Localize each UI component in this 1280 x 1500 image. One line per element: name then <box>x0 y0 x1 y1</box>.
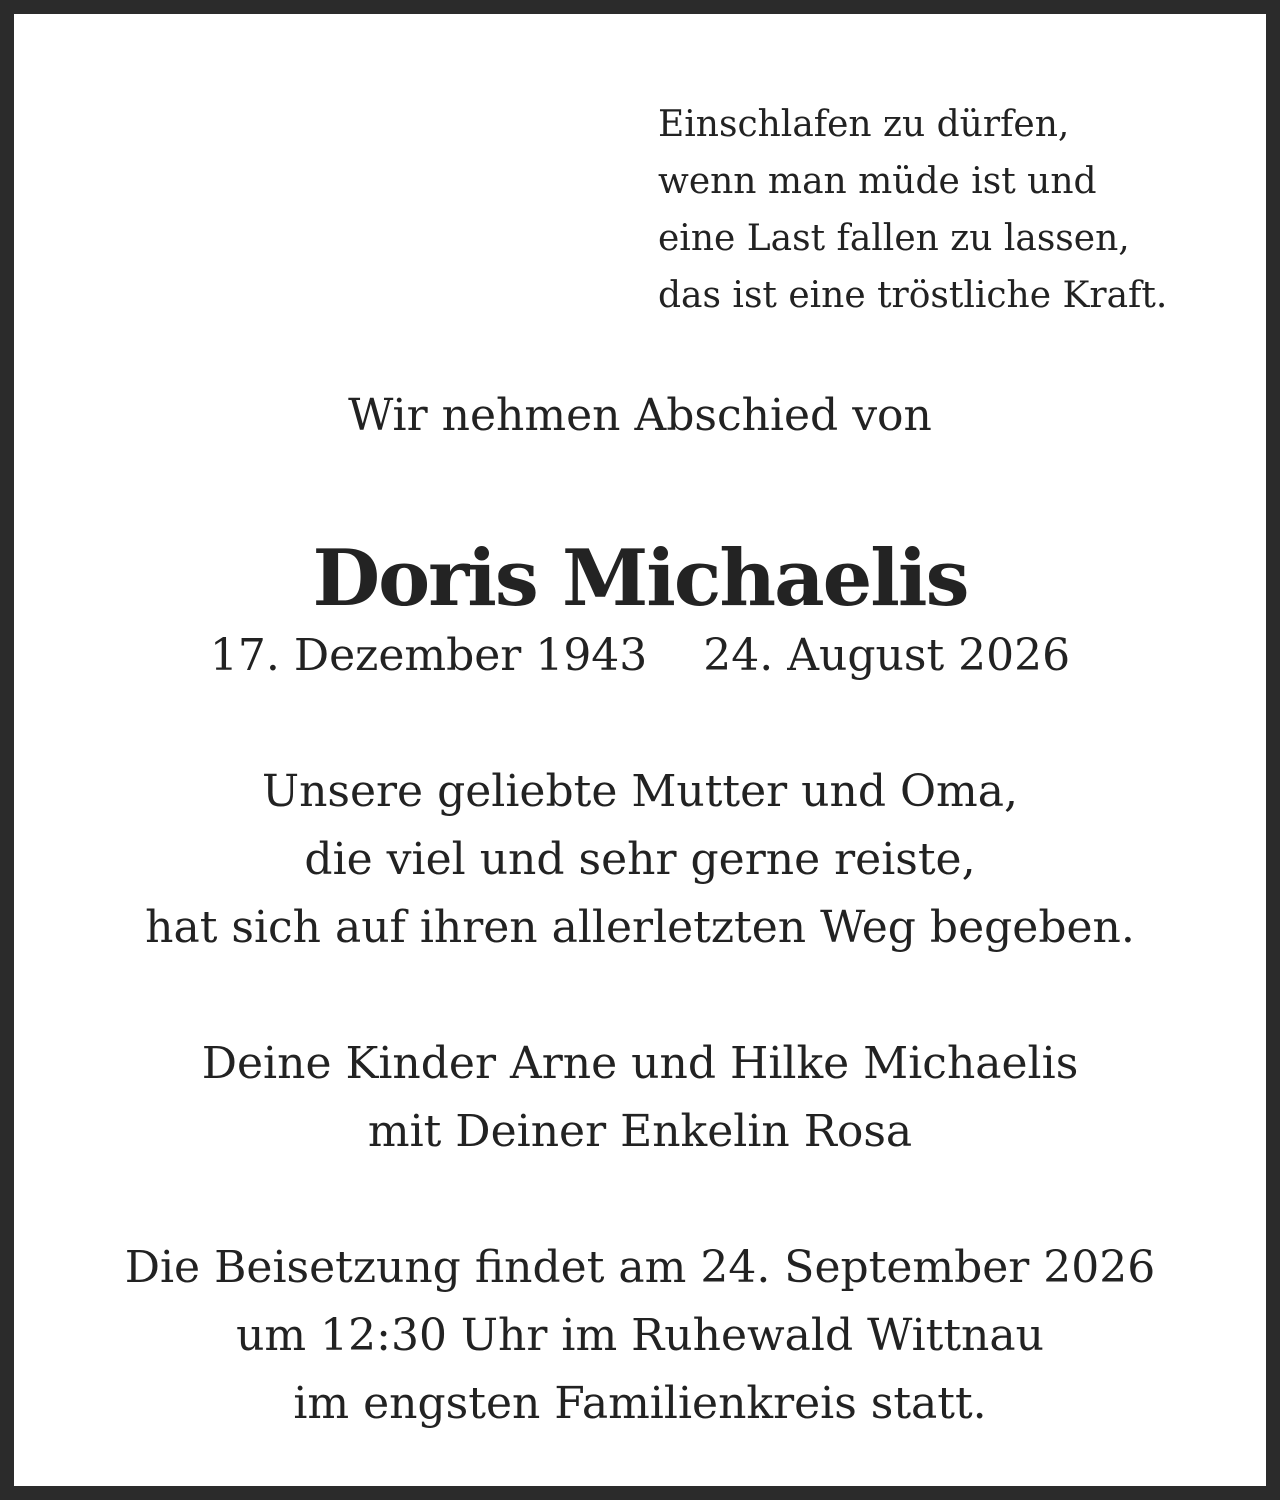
tribute-text <box>14 758 1266 962</box>
funeral-line: im engsten Familienkreis statt. <box>293 1378 987 1429</box>
family-signature <box>14 1030 1266 1166</box>
tribute-line: die viel und sehr gerne reiste, <box>304 834 976 885</box>
tribute-line: Unsere geliebte Mutter und Oma, <box>261 766 1018 817</box>
life-dates <box>14 626 1266 686</box>
quote-line: Einschlafen zu dürfen, <box>658 104 1070 145</box>
family-line: mit Deiner Enkelin Rosa <box>367 1106 913 1157</box>
funeral-line: Die Beisetzung findet am 24. September 2026 <box>124 1242 1156 1293</box>
tribute-line: hat sich auf ihren allerletzten Weg begeben. <box>145 902 1135 953</box>
quote-line: das ist eine tröstliche Kraft. <box>658 275 1168 316</box>
intro-text: Wir nehmen Abschied von <box>348 390 932 441</box>
quote-line: eine Last fallen zu lassen, <box>658 218 1130 259</box>
obituary-card <box>14 14 1266 1486</box>
quote-line: wenn man müde ist und <box>658 161 1097 202</box>
deceased-name: Doris Michaelis <box>312 533 968 624</box>
family-line: Deine Kinder Arne und Hilke Michaelis <box>201 1038 1079 1089</box>
funeral-line: um 12:30 Uhr im Ruhewald Wittnau <box>236 1310 1044 1361</box>
poem-quote <box>658 96 1167 324</box>
death-date: 24. August 2026 <box>703 630 1071 681</box>
funeral-notice <box>14 1234 1266 1438</box>
birth-date: 17. Dezember 1943 <box>209 630 648 681</box>
